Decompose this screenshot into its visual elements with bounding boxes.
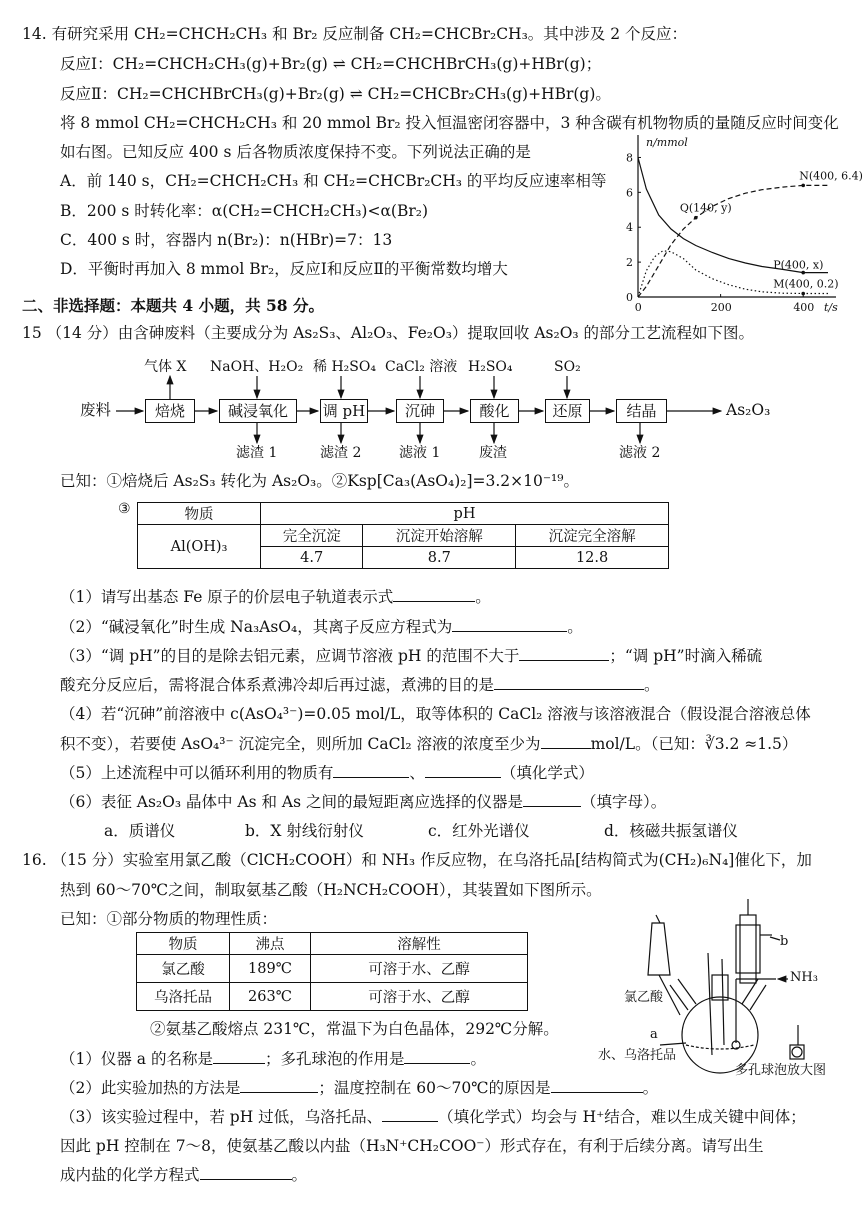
- answer-blank[interactable]: [393, 601, 475, 602]
- q15-sub-1-text: （1）请写出基态 Fe 原子的价层电子轨道表示式: [60, 588, 394, 606]
- q16-known-2: ②氨基乙酸熔点 231℃，常温下为白色晶体，292℃分解。: [150, 1020, 559, 1038]
- q15-sub-3a: [60, 649, 762, 665]
- q15-table-mark: ③: [118, 501, 131, 517]
- q16-table-cell: 可溶于水、乙醇: [311, 983, 528, 1011]
- q16-table-header-2: 溶解性: [311, 933, 528, 955]
- q14-reaction-1: 反应Ⅰ：CH₂=CHCH₂CH₃(g)+Br₂(g) ⇌ CH₂=CHCHBrCH₃(g)+HBr(g)；: [60, 55, 602, 73]
- chart-y-tick-label: 8: [626, 151, 633, 165]
- q14-option-a: A．前 140 s，CH₂=CHCH₂CH₃ 和 CH₂=CHCBr₂CH₃ 的平均反应速率相等: [60, 172, 607, 190]
- q15-table-col-3: 沉淀完全溶解: [516, 525, 669, 547]
- q15-option-d: d．核磁共振氢谱仪: [604, 822, 738, 840]
- fig-label-b: b: [780, 934, 789, 949]
- q16-table-header-1: 沸点: [230, 933, 311, 955]
- q15-sub-4b: [60, 737, 797, 753]
- chart-x-label: t/s: [824, 301, 838, 314]
- chart-y-tick-label: 4: [626, 221, 633, 235]
- q16-sub-2-text: （2）此实验加热的方法是: [60, 1079, 241, 1097]
- q16-table-cell: 氯乙酸: [137, 955, 230, 983]
- fig-label-a: a: [650, 1027, 658, 1042]
- q15-option-a: a．质谱仪: [104, 822, 176, 840]
- q15-table-val-3: 12.8: [516, 547, 669, 569]
- answer-blank[interactable]: [523, 806, 581, 807]
- q16-sub-3b-text: （填化学式）均会与 H⁺结合，难以生成关键中间体；: [438, 1108, 806, 1126]
- flow-start: 废料: [80, 401, 112, 419]
- q15-table-header-ph: pH: [261, 503, 669, 525]
- q16-table-cell: 189℃: [230, 955, 311, 983]
- chart-annotation-label: N(400, 6.4): [799, 169, 863, 183]
- q14-option-d: D．平衡时再加入 8 mmol Br₂，反应Ⅰ和反应Ⅱ的平衡常数均增大: [60, 260, 508, 278]
- flow-output-residue-2: 滤渣 2: [320, 445, 362, 461]
- fig-label-bubble: 多孔球泡放大图: [735, 1063, 827, 1078]
- q16-sub-1b-text: ；多孔球泡的作用是: [264, 1050, 405, 1068]
- q16-sub-2: （2）此实验加热的方法是 ；温度控制在 60～70℃的原因是 。: [60, 1079, 659, 1097]
- q16-sub-2b-text: ；温度控制在 60～70℃的原因是: [318, 1079, 551, 1097]
- q14-option-b: B．200 s 时转化率：α(CH₂=CHCH₂CH₃)<α(Br₂): [60, 202, 429, 220]
- flow-step-precipitate-as: 沉砷: [396, 399, 444, 423]
- q16-table-cell: 可溶于水、乙醇: [311, 955, 528, 983]
- q16-table-header-0: 物质: [137, 933, 230, 955]
- q15-sub-4a: （4）若“沉砷”前溶液中 c(AsO₄³⁻)=0.05 mol/L，取等体积的 CaCl₂ 溶液与该溶液混合（假设混合溶液总体: [60, 705, 811, 723]
- chart-x-tick-label: 0: [634, 301, 642, 314]
- q16-property-table: [136, 932, 528, 1011]
- q16-stem-1: 16. （15 分）实验室用氯乙酸（ClCH₂COOH）和 NH₃ 作反应物，在乌洛托品[结构简式为(CH₂)₆N₄]催化下，加: [22, 851, 812, 869]
- q16-known: 已知：①部分物质的物理性质：: [60, 910, 278, 928]
- q16-sub-1-text: （1）仪器 a 的名称是: [60, 1050, 213, 1068]
- chart-annotation-label: P(400, x): [773, 258, 824, 272]
- q15-table-val-2: 8.7: [363, 547, 516, 569]
- q16-sub-3d-text: 成内盐的化学方程式: [60, 1166, 200, 1184]
- q15-sub-6: [60, 795, 666, 811]
- q15-sub-5b-text: （填化学式）: [500, 764, 594, 782]
- q15-table-col-1: 完全沉淀: [261, 525, 363, 547]
- flow-end: As₂O₃: [726, 401, 771, 419]
- q15-sub-3a-text: （3）“调 pH”的目的是除去铝元素，应调节溶液 pH 的范围不大于: [60, 647, 520, 665]
- flow-output-waste: 废渣: [479, 445, 507, 461]
- q14-option-c: C．400 s 时，容器内 n(Br₂)：n(HBr)=7：13: [60, 231, 393, 249]
- q14-stem-line3: 如右图。已知反应 400 s 后各物质浓度保持不变。下列说法正确的是: [60, 143, 531, 161]
- chart-x-tick-label: 200: [710, 301, 732, 314]
- q15-sub-6-text: （6）表征 As₂O₃ 晶体中 As 和 As 之间的最短距离应选择的仪器是: [60, 793, 524, 811]
- flow-input-cacl2: CaCl₂ 溶液: [385, 359, 458, 375]
- flow-output-filtrate-2: 滤液 2: [619, 445, 661, 461]
- flow-step-adjust-ph: 调 pH: [320, 399, 368, 423]
- q16-sub-3a-text: （3）该实验过程中，若 pH 过低，乌洛托品、: [60, 1108, 383, 1126]
- q14-stem-line1: 14. 有研究采用 CH₂=CHCH₂CH₃ 和 Br₂ 反应制备 CH₂=CHCBr₂CH₃。其中涉及 2 个反应：: [22, 25, 687, 43]
- q15-sub-3b-text: ；“调 pH”时滴入稀硫: [609, 647, 763, 665]
- q15-stem: 15 （14 分）由含砷废料（主要成分为 As₂S₃、Al₂O₃、Fe₂O₃）提取回收 As₂O₃ 的部分工艺流程如下图。: [22, 324, 755, 342]
- q16-table-cell: 263℃: [230, 983, 311, 1011]
- answer-blank[interactable]: [382, 1121, 438, 1122]
- q15-table-substance: Al(OH)₃: [138, 525, 261, 569]
- q15-sub-2-text: （2）“碱浸氧化”时生成 Na₃AsO₄，其离子反应方程式为: [60, 618, 453, 636]
- flow-output-residue-1: 滤渣 1: [236, 445, 278, 461]
- answer-blank[interactable]: [452, 631, 567, 632]
- flow-step-reduce: 还原: [545, 399, 590, 423]
- q15-sub-5-text: （5）上述流程中可以循环利用的物质有: [60, 764, 334, 782]
- q15-sub-5: （5）上述流程中可以循环利用的物质有 、 （填化学式）: [60, 764, 594, 782]
- q16-apparatus-figure: [590, 895, 860, 1085]
- answer-blank[interactable]: [551, 1092, 643, 1093]
- flow-input-gas-x: 气体 X: [144, 359, 187, 375]
- q14-reaction-2: 反应Ⅱ：CH₂=CHCHBrCH₃(g)+Br₂(g) ⇌ CH₂=CHCBr₂CH₃(g)+HBr(g)。: [60, 85, 611, 103]
- chart-y-tick-label: 6: [626, 186, 633, 200]
- answer-blank[interactable]: [404, 1063, 470, 1064]
- answer-blank[interactable]: [425, 777, 501, 778]
- q15-sub-4c-text: mol/L。（已知：∛3.2 ≈1.5）: [590, 735, 798, 753]
- flow-step-roast: 焙烧: [145, 399, 195, 423]
- q15-sub-4b-text: 积不变），若要使 AsO₄³⁻ 沉淀完全，则所加 CaCl₂ 溶液的浓度至少为: [60, 735, 541, 753]
- q16-sub-1: （1）仪器 a 的名称是 ；多孔球泡的作用是 。: [60, 1050, 486, 1068]
- q15-table-col-2: 沉淀开始溶解: [363, 525, 516, 547]
- section-2-title: 二、非选择题：本题共 4 小题，共 58 分。: [22, 296, 324, 315]
- flow-input-naoh: NaOH、H₂O₂: [210, 359, 304, 375]
- answer-blank[interactable]: [240, 1092, 318, 1093]
- fig-label-chloroacetic: 氯乙酸: [624, 990, 664, 1005]
- flow-input-so2: SO₂: [554, 359, 581, 375]
- q15-flowchart: [0, 0, 868, 470]
- q15-sub-1: （1）请写出基态 Fe 原子的价层电子轨道表示式 。: [60, 588, 491, 606]
- q16-table-cell: 乌洛托品: [137, 983, 230, 1011]
- q15-table-val-1: 4.7: [261, 547, 363, 569]
- flow-output-filtrate-1: 滤液 1: [399, 445, 441, 461]
- q16-sub-3d: 成内盐的化学方程式 。: [60, 1166, 308, 1184]
- q15-table-header-substance: 物质: [138, 503, 261, 525]
- q16-stem-2: 热到 60～70℃之间，制取氨基乙酸（H₂NCH₂COOH），其装置如下图所示。: [60, 881, 602, 899]
- q15-option-c: c．红外光谱仪: [428, 822, 530, 840]
- chart-y-label: n/mmol: [646, 136, 688, 149]
- q15-sub-2: （2）“碱浸氧化”时生成 Na₃AsO₄，其离子反应方程式为 。: [60, 618, 583, 636]
- answer-blank[interactable]: [494, 689, 644, 690]
- q15-ph-table: [137, 502, 669, 569]
- chart-y-tick-label: 2: [626, 256, 633, 270]
- q15-sub-6b-text: （填字母）。: [581, 793, 667, 811]
- flow-step-alkali-leach: 碱浸氧化: [219, 399, 297, 423]
- q16-sub-3c: 因此 pH 控制在 7～8，使氨基乙酸以内盐（H₃N⁺CH₂COO⁻）形式存在，有利于后续分离。请写出生: [60, 1137, 764, 1155]
- flow-input-h2so4-dilute: 稀 H₂SO₄: [313, 359, 376, 375]
- flow-step-crystallize: 结晶: [616, 399, 667, 423]
- fig-label-water: 水、乌洛托品: [598, 1048, 677, 1063]
- chart-annotation-label: M(400, 0.2): [773, 277, 839, 291]
- q15-known: 已知：①焙烧后 As₂S₃ 转化为 As₂O₃。②Ksp[Ca₃(AsO₄)₂]=3.2×10⁻¹⁹。: [60, 472, 579, 490]
- fig-label-nh3: NH₃: [790, 970, 818, 985]
- answer-blank[interactable]: [541, 748, 591, 749]
- answer-blank[interactable]: [213, 1063, 265, 1064]
- answer-blank[interactable]: [519, 660, 609, 661]
- q14-stem-line2: 将 8 mmol CH₂=CHCH₂CH₃ 和 20 mmol Br₂ 投入恒温密闭容器中，3 种含碳有机物物质的量随反应时间变化: [60, 114, 839, 132]
- chart-annotation-label: Q(140, y): [679, 201, 732, 215]
- answer-blank[interactable]: [200, 1179, 292, 1180]
- q15-option-b: b．X 射线衍射仪: [245, 822, 364, 840]
- chart-x-tick-label: 400: [793, 301, 815, 314]
- q16-sub-3a: [60, 1110, 806, 1126]
- answer-blank[interactable]: [333, 777, 409, 778]
- flow-input-h2so4: H₂SO₄: [468, 359, 513, 375]
- q15-sub-3c: 酸充分反应后，需将混合体系煮沸冷却后再过滤，煮沸的目的是 。: [60, 676, 660, 694]
- q15-sub-3c-text: 酸充分反应后，需将混合体系煮沸冷却后再过滤，煮沸的目的是: [60, 676, 495, 694]
- chart-y-tick-label: 0: [626, 291, 633, 304]
- flow-step-acidify: 酸化: [470, 399, 519, 423]
